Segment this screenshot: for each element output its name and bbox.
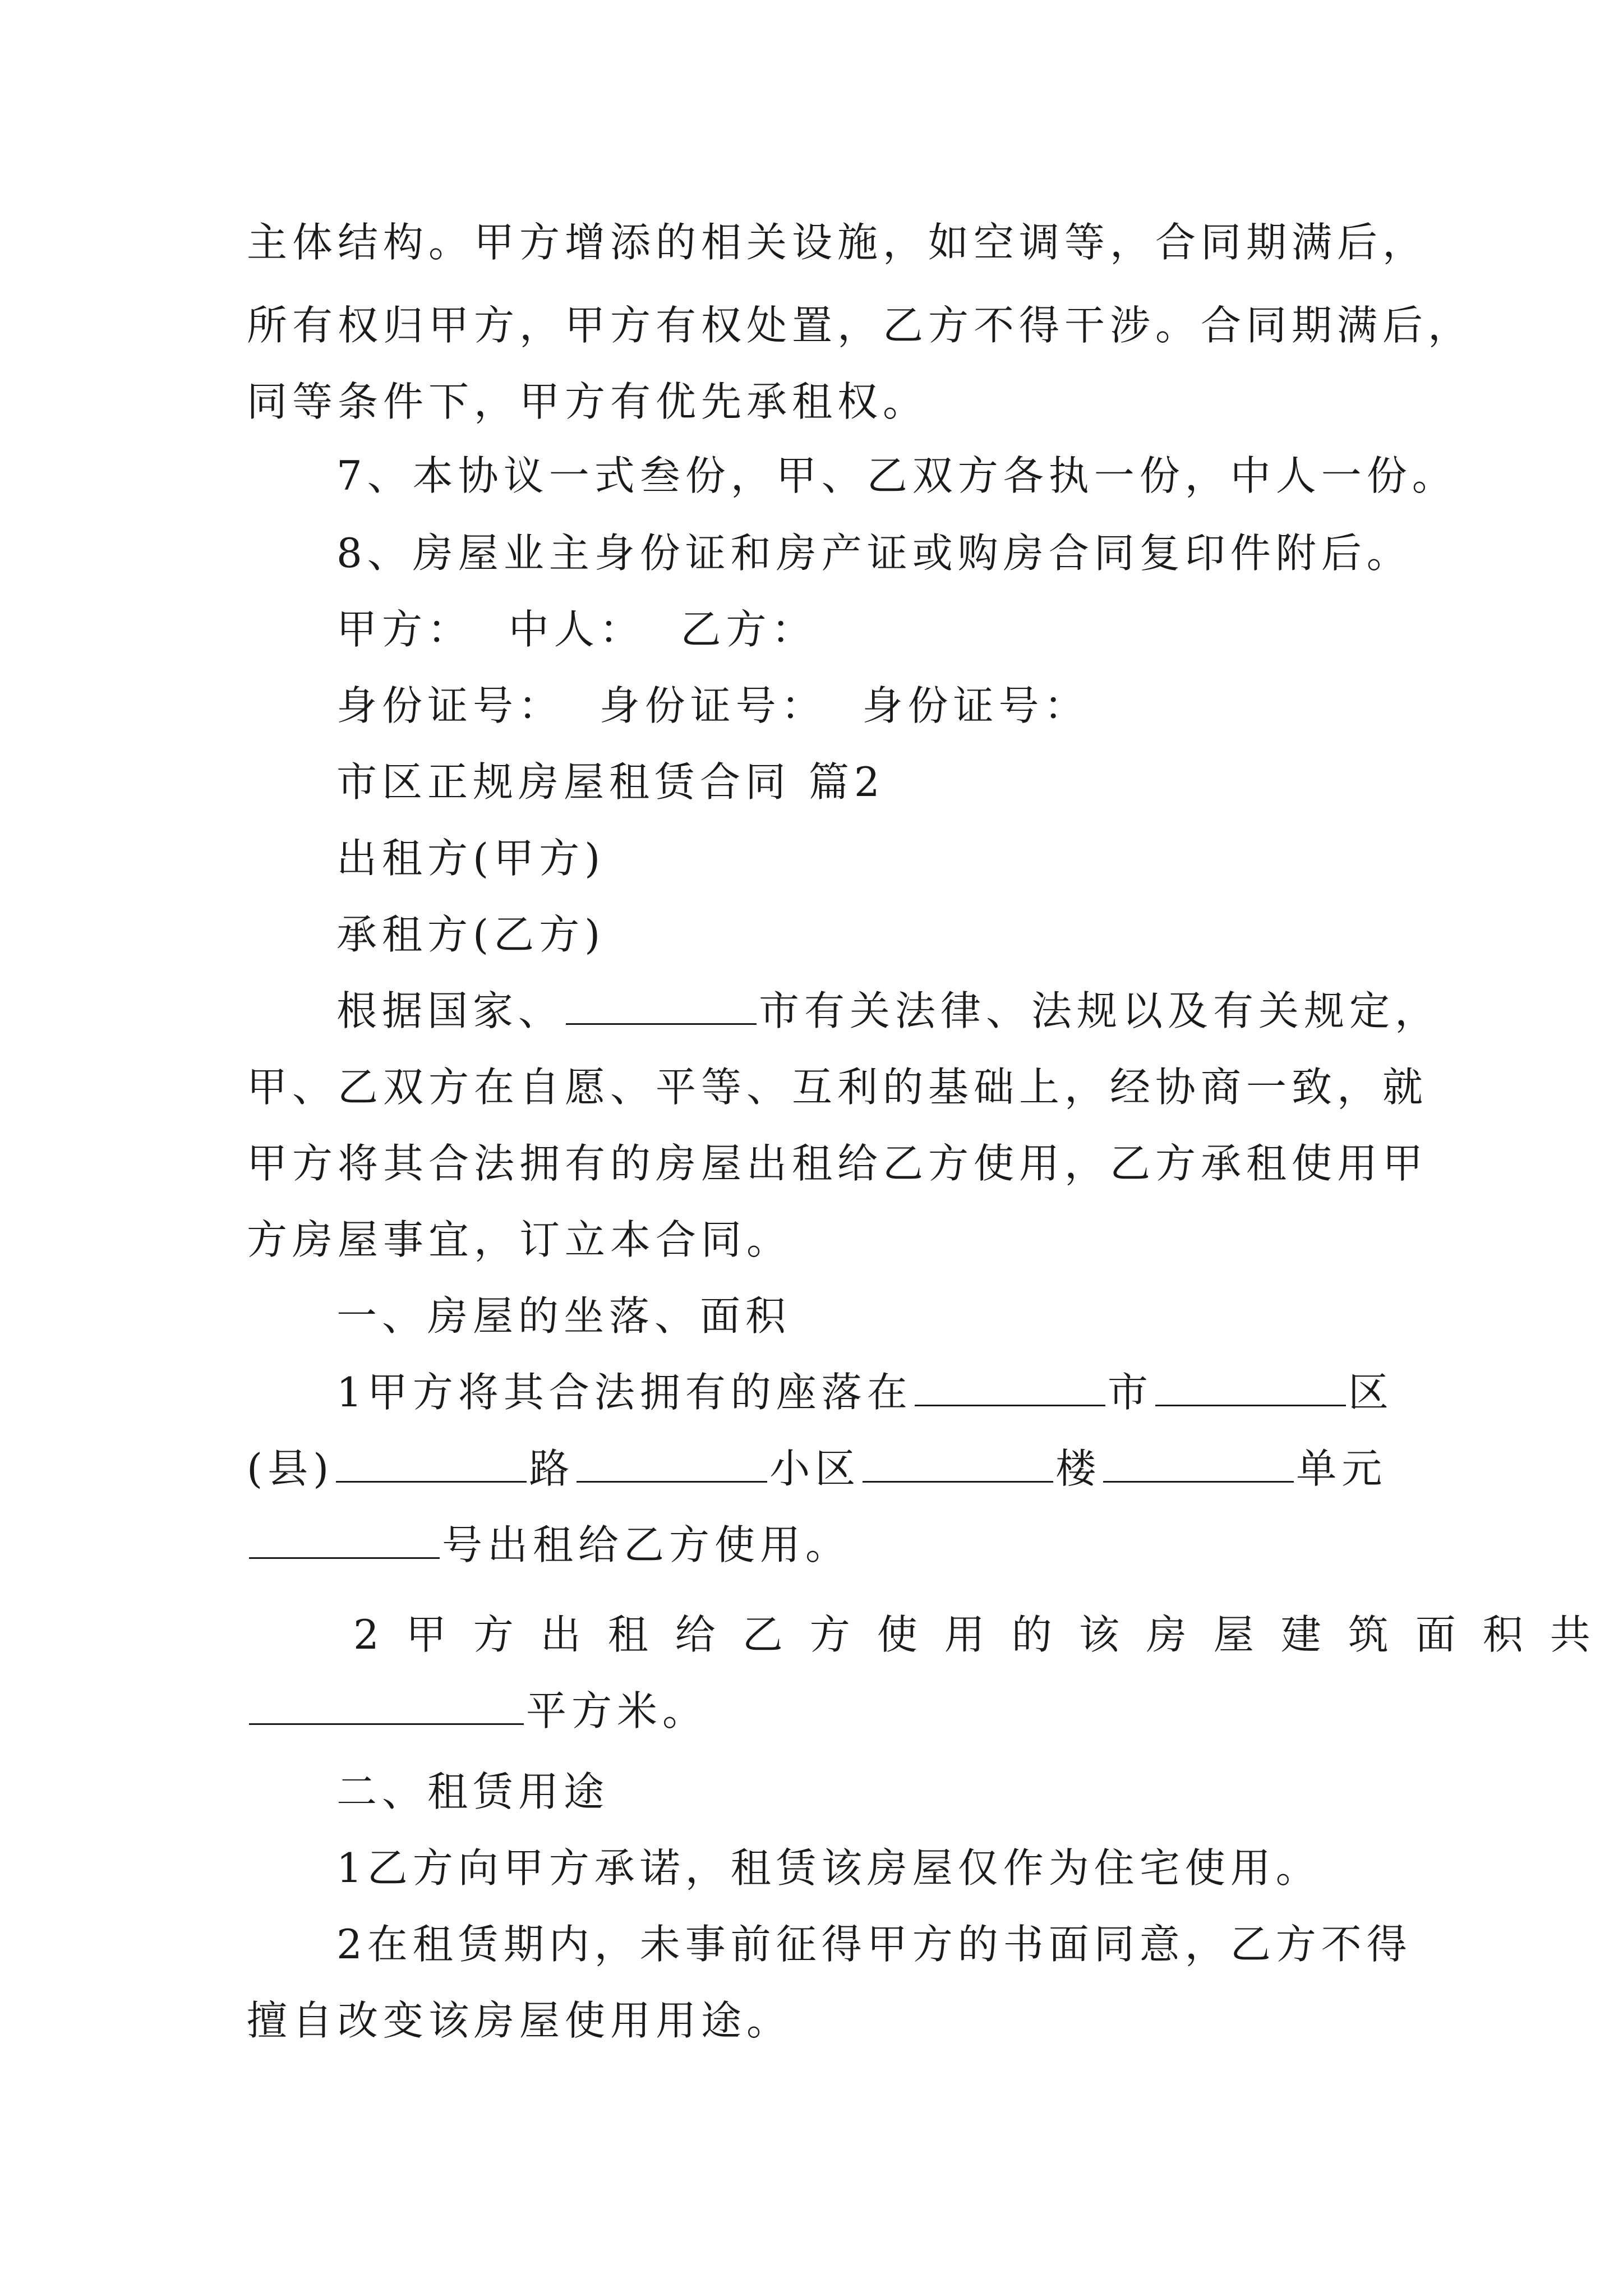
- paragraph-line: [247, 1060, 1428, 1114]
- text-span: 区: [1348, 1369, 1394, 1416]
- fill-in-blank: [1155, 1370, 1346, 1406]
- signature-parties: [336, 602, 1391, 656]
- text-span: 同等条件下，甲方有优先承租权。: [247, 378, 929, 425]
- fill-in-blank: [249, 1522, 440, 1559]
- text-span: 承租方(乙方): [336, 911, 606, 958]
- text-span: 甲方： 中人： 乙方：: [336, 606, 817, 653]
- text-span: 市区正规房屋租赁合同 篇2: [336, 758, 885, 806]
- text-span: 小区: [769, 1445, 861, 1492]
- text-span: 甲、乙双方在自愿、平等、互利的基础上，经协商一致，就: [247, 1064, 1428, 1111]
- text-span: 市: [1107, 1369, 1153, 1416]
- address-line: [336, 1365, 1394, 1419]
- text-span: 单元: [1296, 1445, 1387, 1492]
- text-span: 8、房屋业主身份证和房产证或购房合同复印件附后。: [336, 530, 1412, 577]
- fill-in-blank: [577, 1446, 767, 1483]
- text-span: 号出租给乙方使用。: [442, 1521, 851, 1568]
- fill-in-blank: [1103, 1446, 1294, 1483]
- fill-in-blank: [336, 1446, 527, 1483]
- heading-location-area: [336, 1289, 1391, 1343]
- text-span: 所有权归甲方，甲方有权处置，乙方不得干涉。合同期满后，: [247, 302, 1474, 349]
- clause-7: [336, 449, 1458, 503]
- text-span: 1甲方将其合法拥有的座落在: [336, 1369, 912, 1416]
- text-span: 出租方(甲方): [336, 835, 606, 882]
- text-span: 2甲方出租给乙方使用的该房屋建筑面积共: [353, 1611, 1617, 1658]
- text-span: 根据国家、: [336, 987, 564, 1034]
- text-span: 7、本协议一式叁份，甲、乙双方各执一份，中人一份。: [336, 452, 1458, 499]
- address-line: [247, 1442, 1391, 1496]
- clause-8: [336, 526, 1412, 580]
- lessor-label: [336, 831, 1391, 885]
- paragraph-line: [247, 215, 1428, 269]
- text-span: 2在租赁期内，未事前征得甲方的书面同意，乙方不得: [336, 1921, 1412, 1968]
- text-span: 一、房屋的坐落、面积: [336, 1292, 791, 1340]
- use-clause-2: [336, 1917, 1412, 1971]
- use-clause-1: [336, 1841, 1391, 1895]
- heading-lease-use: [336, 1765, 1391, 1819]
- fill-in-blank: [915, 1370, 1105, 1406]
- area-line: [247, 1684, 1391, 1738]
- text-span: 路: [529, 1445, 575, 1492]
- address-line: [247, 1518, 1391, 1572]
- text-span: 方房屋事宜，订立本合同。: [247, 1216, 792, 1263]
- fill-in-blank: [249, 1688, 524, 1725]
- text-span: 1乙方向甲方承诺，租赁该房屋仅作为住宅使用。: [336, 1844, 1321, 1892]
- lessee-label: [336, 908, 1391, 961]
- text-span: 平方米。: [526, 1687, 708, 1734]
- fill-in-blank: [566, 988, 757, 1025]
- paragraph-line: [247, 375, 1391, 429]
- text-span: 楼: [1055, 1445, 1101, 1492]
- text-span: 市有关法律、法规以及有关规定，: [759, 987, 1441, 1034]
- paragraph-line: [247, 1994, 1391, 2047]
- text-span: 身份证号： 身份证号： 身份证号：: [336, 682, 1090, 729]
- area-line: [353, 1608, 1617, 1662]
- signature-id-numbers: [336, 679, 1391, 733]
- text-span: 甲方将其合法拥有的房屋出租给乙方使用，乙方承租使用甲: [247, 1140, 1428, 1187]
- section-title: [336, 755, 1391, 809]
- text-span: 二、租赁用途: [336, 1768, 610, 1815]
- paragraph-line: [247, 1137, 1428, 1190]
- paragraph-line: [247, 298, 1474, 352]
- text-span: (县): [247, 1445, 334, 1492]
- fill-in-blank: [863, 1446, 1053, 1483]
- paragraph-line: [247, 1213, 1391, 1267]
- text-span: 擅自改变该房屋使用用途。: [247, 1997, 792, 2044]
- text-span: 主体结构。甲方增添的相关设施，如空调等，合同期满后，: [247, 219, 1428, 266]
- preamble-line: [336, 984, 1441, 1038]
